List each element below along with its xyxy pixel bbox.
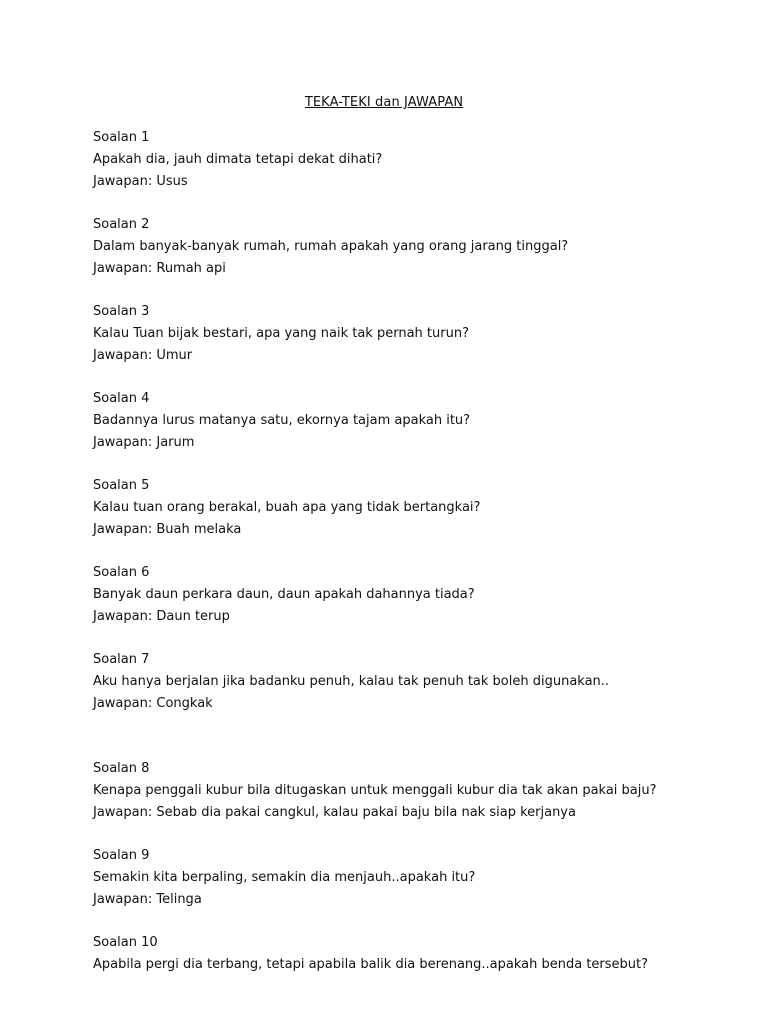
riddle-item [93,475,713,541]
question-heading: Soalan 5 [93,478,150,493]
question-text: Kalau Tuan bijak bestari, apa yang naik tak pernah turun? [93,326,469,341]
question-heading: Soalan 1 [93,130,150,145]
question-text: Dalam banyak-banyak rumah, rumah apakah yang orang jarang tinggal? [93,239,569,254]
answer-text: Jawapan: Usus [93,174,188,189]
question-heading: Soalan 6 [93,565,150,580]
question-heading: Soalan 8 [93,761,150,776]
question-text: Apabila pergi dia terbang, tetapi apabila balik dia berenang..apakah benda tersebut? [93,957,649,972]
answer-text: Jawapan: Buah melaka [93,522,242,537]
question-text: Kalau tuan orang berakal, buah apa yang tidak bertangkai? [93,500,481,515]
question-text: Kenapa penggali kubur bila ditugaskan untuk menggali kubur dia tak akan pakai baju? [93,783,657,798]
answer-text: Jawapan: Jarum [93,435,195,450]
riddle-item [93,214,713,280]
riddle-item [93,388,713,454]
question-text: Semakin kita berpaling, semakin dia menjauh..apakah itu? [93,870,476,885]
answer-text: Jawapan: Daun terup [93,609,230,624]
answer-text: Jawapan: Sebab dia pakai cangkul, kalau pakai baju bila nak siap kerjanya [93,805,576,820]
document-title: TEKA-TEKI dan JAWAPAN [304,95,464,110]
riddle-item [93,562,713,628]
question-text: Banyak daun perkara daun, daun apakah dahannya tiada? [93,587,475,602]
question-heading: Soalan 10 [93,935,158,950]
answer-text: Jawapan: Congkak [93,696,213,711]
question-text: Badannya lurus matanya satu, ekornya tajam apakah itu? [93,413,471,428]
question-text: Apakah dia, jauh dimata tetapi dekat dihati? [93,152,383,167]
riddle-item [93,127,713,193]
answer-text: Jawapan: Umur [93,348,193,363]
riddle-item [93,649,713,715]
question-heading: Soalan 9 [93,848,150,863]
riddle-item [93,301,713,367]
question-heading: Soalan 7 [93,652,150,667]
question-heading: Soalan 3 [93,304,150,319]
question-heading: Soalan 4 [93,391,150,406]
riddle-item [93,932,713,976]
riddle-item [93,845,713,911]
riddle-list [93,127,713,997]
answer-text: Jawapan: Rumah api [93,261,226,276]
question-text: Aku hanya berjalan jika badanku penuh, kalau tak penuh tak boleh digunakan.. [93,674,610,689]
riddle-item [93,758,713,824]
answer-text: Jawapan: Telinga [93,892,202,907]
question-heading: Soalan 2 [93,217,150,232]
